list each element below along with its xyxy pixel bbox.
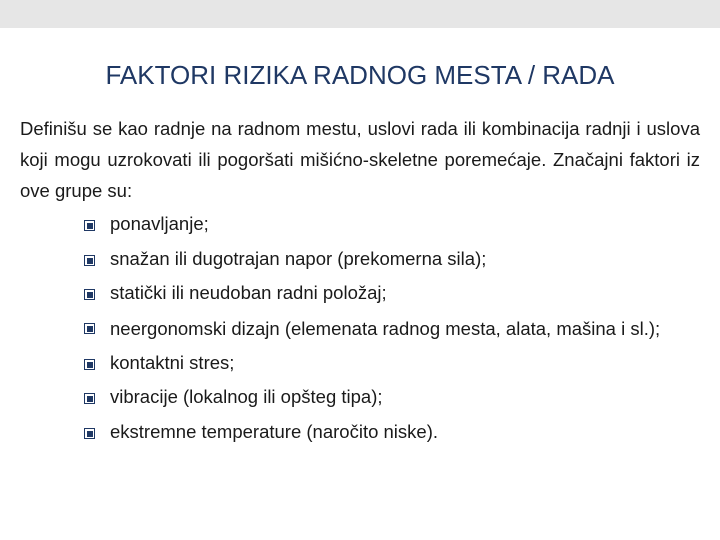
list-item-text: ponavljanje; <box>110 213 209 234</box>
slide-title: FAKTORI RIZIKA RADNOG MESTA / RADA <box>105 60 615 90</box>
square-bullet-icon <box>84 393 95 404</box>
list-item-text: kontaktni stres; <box>110 351 235 373</box>
square-bullet-icon <box>84 255 95 266</box>
list-item <box>84 242 702 277</box>
list-item <box>84 415 702 450</box>
square-bullet-icon <box>84 220 95 231</box>
list-item-text: snažan ili dugotrajan napor (prekomerna sila); <box>110 247 487 269</box>
square-bullet-icon <box>84 289 95 300</box>
list-item-text: ekstremne temperature (naročito niske). <box>110 420 438 442</box>
square-bullet-icon <box>84 359 95 370</box>
square-bullet-icon <box>84 428 95 439</box>
top-band <box>0 0 720 28</box>
list-item <box>84 380 702 415</box>
list-item-text: vibracije (lokalnog ili opšteg tipa); <box>110 386 383 407</box>
list-item <box>84 346 702 381</box>
list-item <box>84 207 702 242</box>
intro-paragraph: Definišu se kao radnje na radnom mestu, uslovi rada ili kombinacija radnji i uslova koji mogu uzrokovati ili pogoršati mišićno-skeletne poremećaje. Značajni faktori iz ove grupe su: <box>20 118 700 201</box>
list-item <box>84 276 702 311</box>
risk-factor-list <box>84 207 702 449</box>
list-item-text: statički ili neudoban radni položaj; <box>110 282 387 303</box>
list-item-text: neergonomski dizajn (elemenata radnog mesta, alata, mašina i sl.); <box>110 317 661 339</box>
list-item <box>84 311 702 346</box>
square-bullet-icon <box>84 323 95 334</box>
